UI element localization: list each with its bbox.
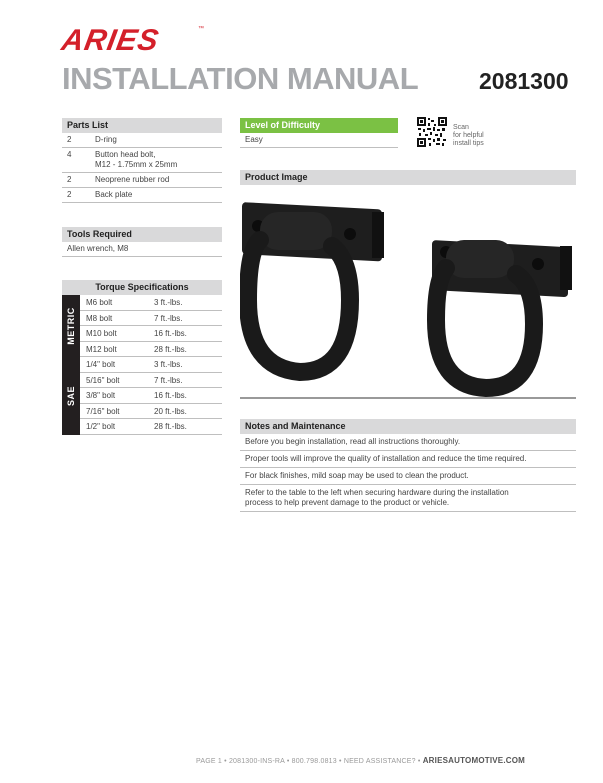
sae-label: SAE	[62, 357, 80, 435]
part-number: 2081300	[479, 68, 569, 94]
torque-sae-group	[62, 357, 222, 435]
part-desc: Neoprene rubber rod	[91, 173, 222, 188]
part-desc	[91, 148, 222, 173]
difficulty-heading: Level of Difficulty	[240, 118, 398, 133]
table-row: 1/4" bolt 3 ft.-lbs.	[80, 357, 222, 373]
part-desc-line1: Button head bolt,	[95, 150, 156, 159]
notes-section	[240, 419, 576, 512]
footer-site-link[interactable]: ARIESAUTOMOTIVE.COM	[422, 756, 526, 765]
torque-section	[62, 280, 222, 435]
table-row: 5/16" bolt 7 ft.-lbs.	[80, 373, 222, 389]
table-row	[62, 173, 222, 188]
part-qty: 2	[62, 173, 91, 188]
qr-code-icon[interactable]	[417, 117, 447, 147]
d-ring-right-illustration	[432, 240, 572, 388]
table-row	[62, 242, 222, 257]
table-row: 3/8" bolt 16 ft.-lbs.	[80, 388, 222, 404]
footer-phone: 800.798.0813	[291, 758, 337, 765]
parts-list-heading: Parts List	[62, 118, 222, 133]
aries-logo: ARIES	[59, 24, 162, 57]
part-qty: 4	[62, 148, 91, 173]
footer: PAGE 1 • 2081300-INS-RA • 800.798.0813 • NEED ASSISTANCE? • ARIESAUTOMOTIVE.COM	[196, 756, 526, 765]
table-row	[62, 148, 222, 173]
difficulty-section	[240, 118, 398, 148]
list-item: Proper tools will improve the quality of installation and reduce the time required.	[240, 451, 576, 468]
metric-label: METRIC	[62, 295, 80, 357]
table-row: M6 bolt 3 ft.-lbs.	[80, 295, 222, 311]
d-ring-left-illustration	[242, 202, 384, 372]
tools-table	[62, 242, 222, 257]
tool-item: Allen wrench, M8	[62, 242, 222, 257]
parts-list-section	[62, 118, 222, 203]
table-row	[62, 188, 222, 203]
footer-doc: 2081300-INS-RA	[228, 758, 285, 765]
table-row	[240, 133, 398, 148]
torque-heading: Torque Specifications	[62, 280, 222, 295]
product-image-section	[240, 170, 576, 185]
tools-section	[62, 227, 222, 257]
part-desc: Back plate	[91, 188, 222, 203]
part-qty: 2	[62, 133, 91, 148]
difficulty-table	[240, 133, 398, 148]
tools-heading: Tools Required	[62, 227, 222, 242]
footer-assist: NEED ASSISTANCE?	[343, 758, 416, 765]
list-item: For black finishes, mild soap may be used to clean the product.	[240, 468, 576, 485]
part-desc: D-ring	[91, 133, 222, 148]
difficulty-value: Easy	[240, 133, 398, 148]
notes-heading: Notes and Maintenance	[240, 419, 576, 434]
parts-list-table	[62, 133, 222, 203]
footer-page: PAGE 1	[196, 758, 222, 765]
part-qty: 2	[62, 188, 91, 203]
torque-metric-group	[62, 295, 222, 357]
table-row: 1/2" bolt 28 ft.-lbs.	[80, 419, 222, 435]
qr-caption: Scan for helpful install tips	[453, 124, 484, 147]
table-row: M8 bolt 7 ft.-lbs.	[80, 311, 222, 327]
page-title: INSTALLATION MANUAL	[62, 61, 419, 96]
list-item: Before you begin installation, read all instructions thoroughly.	[240, 434, 576, 451]
product-image-heading: Product Image	[240, 170, 576, 185]
product-image	[240, 190, 576, 400]
trademark-mark: ™	[198, 26, 204, 32]
table-row: M12 bolt 28 ft.-lbs.	[80, 342, 222, 358]
table-row: M10 bolt 16 ft.-lbs.	[80, 326, 222, 342]
table-row: 7/16" bolt 20 ft.-lbs.	[80, 404, 222, 420]
table-row	[62, 133, 222, 148]
part-desc-line2: M12 - 1.75mm x 25mm	[95, 160, 178, 169]
list-item: Refer to the table to the left when securing hardware during the installation process to help prevent damage to the product or vehicle.	[240, 485, 576, 512]
